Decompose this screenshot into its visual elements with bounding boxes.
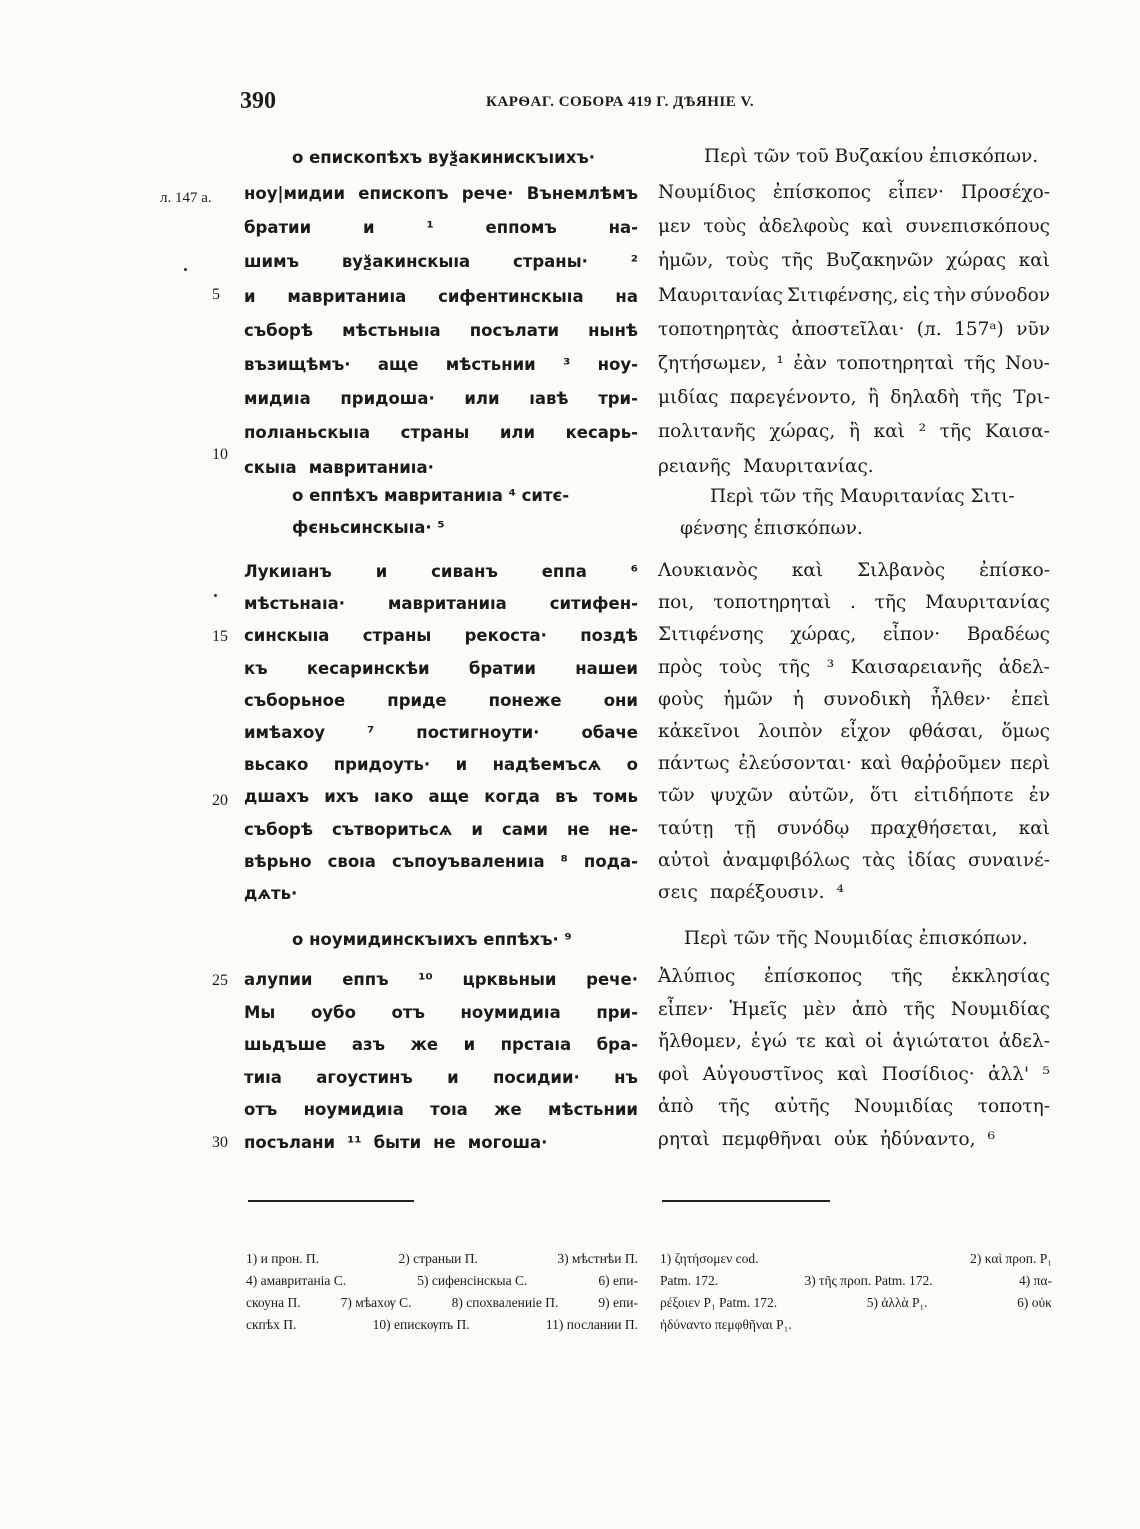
margin-note: л. 147 a.: [160, 190, 212, 206]
footnote-rule: [662, 1200, 830, 1202]
line-number: 25: [212, 972, 228, 989]
text-line: съборѣ мѣстьныıа посълати нынѣ: [244, 320, 638, 340]
text-line: шимъ вуѯакинскыıа страны· ²: [244, 252, 638, 272]
text-line: φοὺς ἡμῶν ἡ συνοδικὴ ἦλθεν· ἐπεὶ: [658, 688, 1050, 710]
text-line: ταύτῃ τῇ συνόδῳ πραχθήσεται, καὶ: [658, 817, 1050, 839]
text-line: съборьное приде понеже они: [244, 690, 638, 710]
text-line: Ἀλύπιος ἐπίσκοπος τῆς ἐκκλησίας: [658, 966, 1050, 987]
section-heading: Περὶ τῶν τοῦ Βυζακίου ἐπισκόπων.: [704, 146, 1039, 167]
text-line: имѣахоу ⁷ постигноути· обаче: [244, 723, 638, 742]
line-number: 30: [212, 1134, 228, 1151]
text-line: ρειανῆς Μαυριτανίας.: [658, 455, 874, 477]
section-heading: о епископѣхъ вуѯакинискъıихъ·: [292, 148, 596, 167]
text-line: ζητήσωμεν, ¹ ἐὰν τοποτηρηταὶ τῆς Νου-: [658, 353, 1050, 374]
section-heading: Περὶ τῶν τῆς Μαυριτανίας Σιτι-: [710, 486, 1015, 507]
text-line: възищѣмъ· аще мѣстьнии ³ ноу-: [244, 355, 638, 374]
text-line: Мы оубо отъ ноумидиıа при-: [244, 1002, 638, 1022]
footnotes-right: [660, 1248, 1052, 1336]
line-number: 10: [212, 446, 228, 463]
text-line: отъ ноумидиıа тоıа же мѣстьнии: [244, 1100, 638, 1119]
text-line: къ кесаринскѣи братии нашеи: [244, 658, 638, 678]
section-heading: о ноумидинскъıихъ еппѣхъ· ⁹: [292, 930, 572, 949]
footnotes-left: [246, 1248, 638, 1336]
text-line: Λουκιανὸς καὶ Σιλβανὸς ἐπίσκο-: [658, 560, 1050, 581]
text-line: тиıа агоустинъ и посидии· нъ: [244, 1067, 638, 1087]
text-line: αὐτοὶ ἀναμφιβόλως τὰς ἰδίας συναινέ-: [658, 849, 1050, 871]
footnote-line: скпѣх П. 10) епискѹпъ П. 11) послании П.: [246, 1317, 638, 1332]
footnote-line: 4) амавританіа С. 5) сифенсінскыа С. 6) епи-: [246, 1273, 638, 1288]
text-line: и мавританиıа сифентинскыıа на: [244, 286, 638, 306]
section-heading: Περὶ τῶν τῆς Νουμιδίας ἐπισκόπων.: [684, 928, 1028, 949]
page-number: 390: [240, 88, 276, 114]
running-title: КАРѲАГ. СОБОРА 419 Г. ДѢЯНІЕ V.: [486, 94, 755, 110]
text-line: πρὸς τοὺς τῆς ³ Καισαρειανῆς ἀδελ-: [658, 656, 1050, 678]
text-line: посълани ¹¹ быти не могоша·: [244, 1132, 548, 1152]
text-line: вьсако придоуть· и надѣемъсѧ о: [244, 755, 638, 775]
text-line: κἀκεῖνοι λοιπὸν εἶχον φθάσαι, ὅμως: [658, 721, 1050, 742]
footnote-line: ρέξοιεν P₁ Patm. 172. 5) ἀλλὰ P₁. 6) οὐκ: [660, 1295, 1052, 1310]
text-line: ἤλθομεν, ἐγώ τε καὶ οἱ ἁγιώτατοι ἀδελ-: [658, 1031, 1050, 1052]
text-line: σεις παρέξουσιν. ⁴: [658, 882, 844, 903]
line-number: 15: [212, 628, 228, 645]
text-line: полıаньскыıа страны или кесарь-: [244, 423, 638, 443]
text-line: дшахъ ихъ ıако аще когда въ томь: [244, 787, 638, 807]
section-heading: о еппѣхъ мавританиıа ⁴ ситє-: [292, 486, 570, 505]
text-line: μιδίας παρεγένοντο, ἢ δηλαδὴ τῆς Τρι-: [658, 387, 1050, 409]
text-line: ποι, τοποτηρηταὶ . τῆς Μαυριτανίας: [658, 592, 1050, 614]
footnote-line: скоуна П. 7) мѣахѹ С. 8) спохвалениіе П. 9) епи-: [246, 1295, 638, 1310]
text-line: ноу|мидии епископъ рече· Вънемлѣмъ: [244, 184, 638, 203]
text-line: съборѣ сътворитьсѧ и сами не не-: [244, 819, 638, 839]
text-line: мѣстьнаıа· мавританиıа ситифен-: [244, 594, 638, 614]
text-line: алупии еппъ ¹⁰ црквьныи рече·: [244, 970, 638, 989]
text-line: мидиıа придоша· или ıавѣ три-: [244, 389, 638, 409]
footnote-line: Patm. 172. 3) τῆς προп. Patm. 172. 4) πα-: [660, 1273, 1052, 1288]
text-line: Лукиıанъ и сиванъ еппа ⁶: [244, 562, 638, 581]
section-heading: φένσης ἐπισκόπων.: [680, 518, 863, 539]
text-line: вѣрьно своıа съпоуъвалениıа ⁸ пода-: [244, 851, 638, 871]
line-number: 20: [212, 792, 228, 809]
line-number: 5: [212, 286, 220, 303]
text-line: πάντως ἐλεύσονται· καὶ θαῤῥοῦμεν περὶ: [658, 753, 1050, 775]
text-line: братии и ¹ еппомъ на-: [244, 218, 638, 238]
text-line: Μαυριτανίας Σιτιφένσης, εἰς τὴν σύνοδον: [658, 284, 1050, 306]
text-line: τῶν ψυχῶν αὐτῶν, ὅτι εἰτιδήποτε ἐν: [658, 785, 1050, 807]
speck: [214, 594, 217, 597]
text-line: τοποτηρητὰς ἀποστεῖλαι· (л. 157ᵃ) νῦν: [658, 318, 1050, 340]
text-line: ρηταὶ πεμφθῆναι οὐκ ἠδύναντο, ⁶: [658, 1128, 995, 1150]
footnote-line: 1) и прон. П. 2) страныи П. 3) мѣстнѣи П.: [246, 1251, 638, 1266]
speck: [184, 268, 187, 271]
text-line: μεν τοὺς ἀδελφοὺς καὶ συνεπισκόπους: [658, 216, 1050, 238]
text-line: πολιτανῆς χώρας, ἢ καὶ ² τῆς Καισα-: [658, 421, 1050, 443]
footnote-line: ἠδύναντο πεμφθῆναι P₁.: [660, 1317, 792, 1332]
text-line: скыıа мавританиıа·: [244, 457, 434, 477]
text-line: шьдъше азъ же и прстаıа бра-: [244, 1035, 638, 1054]
footnote-rule: [248, 1200, 414, 1202]
text-line: ἡμῶν, τοὺς τῆς Βυζακηνῶν χώρας καὶ: [658, 250, 1050, 272]
text-line: синскыıа страны рекоста· поздѣ: [244, 626, 638, 646]
text-line: дѧть·: [244, 884, 298, 903]
text-line: Σιτιφένσης χώρας, εἶπον· Βραδέως: [658, 624, 1050, 646]
text-line: ἀπὸ τῆς αὐτῆς Νουμιδίας τοποτη-: [658, 1096, 1050, 1117]
text-line: εἶπεν· Ἡμεῖς μὲν ἀπὸ τῆς Νουμιδίας: [658, 998, 1050, 1020]
section-heading: фєньсинскыıа· ⁵: [292, 518, 445, 537]
text-line: φοὶ Αὐγουστῖνος καὶ Ποσίδιος· ἀλλ' ⁵: [658, 1063, 1050, 1085]
text-line: Νουμίδιος ἐπίσκοπος εἶπεν· Προσέχο-: [658, 182, 1050, 203]
footnote-line: 1) ζητήσομεν cod. 2) καὶ προп. P₁: [660, 1251, 1052, 1266]
